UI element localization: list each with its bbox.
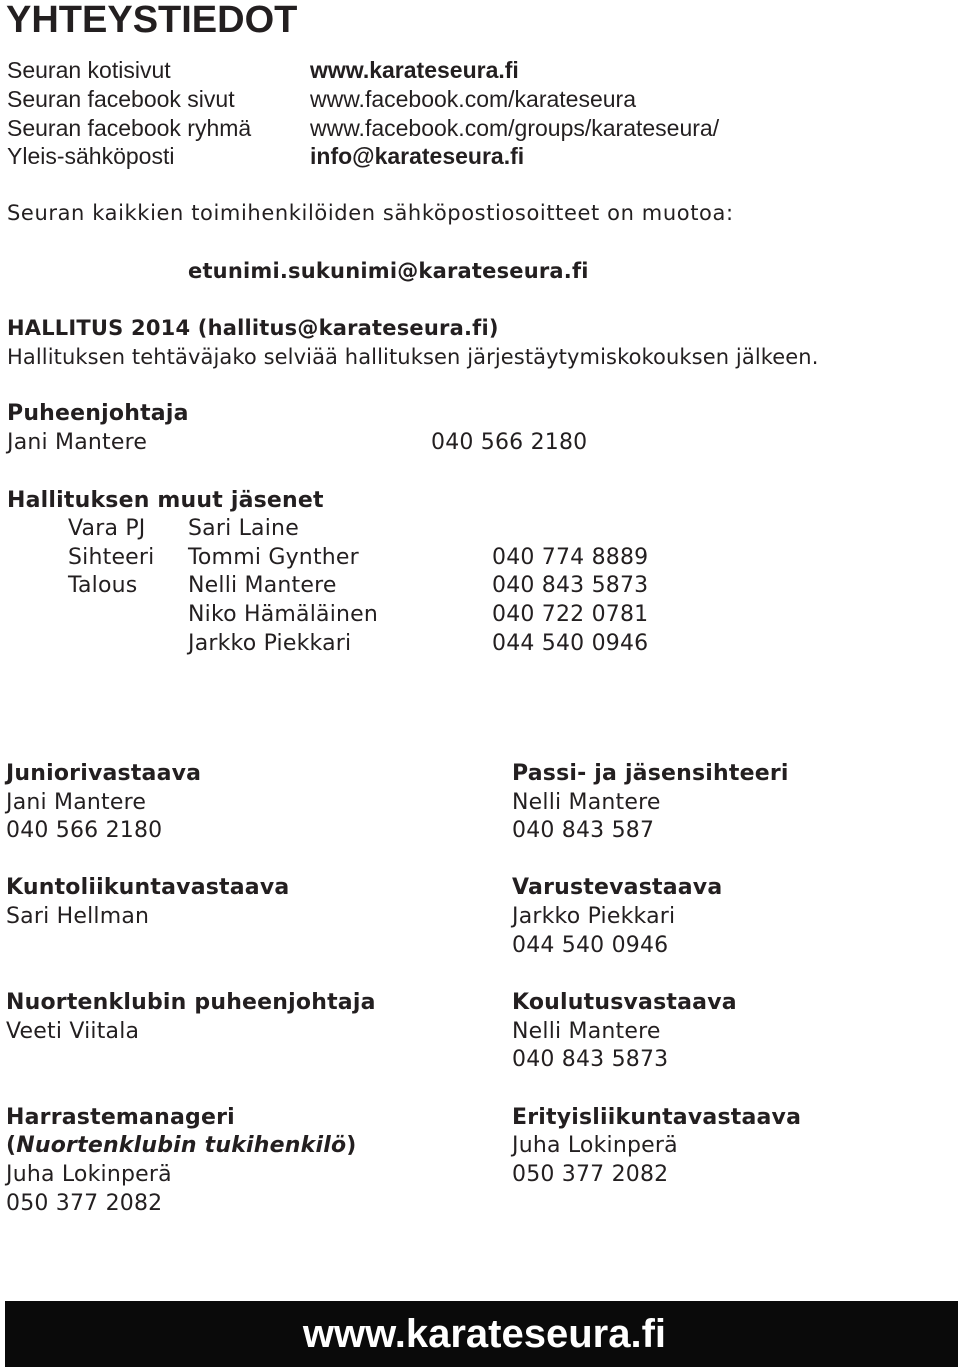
member-name: Tommi Gynther xyxy=(188,545,359,570)
chair-name: Jani Mantere xyxy=(7,430,148,455)
members-heading: Hallituksen muut jäsenet xyxy=(7,488,324,513)
footer-banner xyxy=(5,1301,958,1367)
facebook-page-link[interactable]: www.facebook.com/karateseura xyxy=(310,86,636,112)
member-name: Sari Laine xyxy=(188,516,299,541)
official-phone: 040 566 2180 xyxy=(6,818,163,843)
footer-url-link[interactable]: www.karateseura.fi xyxy=(302,1312,666,1356)
official-subtitle xyxy=(6,1131,357,1160)
official-phone: 050 377 2082 xyxy=(512,1162,669,1187)
official-name: Nelli Mantere xyxy=(512,1019,661,1044)
official-title: Koulutusvastaava xyxy=(512,990,737,1015)
official-name: Juha Lokinperä xyxy=(6,1162,172,1187)
official-name: Veeti Viitala xyxy=(6,1019,140,1044)
email-format-note: Seuran kaikkien toimihenkilöiden sähköpostiosoitteet on muotoa: xyxy=(7,201,734,225)
member-role: Sihteeri xyxy=(68,545,155,570)
page-title: YHTEYSTIEDOT xyxy=(6,0,298,41)
official-title: Passi- ja jäsensihteeri xyxy=(512,761,789,786)
facebook-group-link[interactable]: www.facebook.com/groups/karateseura/ xyxy=(310,115,720,141)
board-note: Hallituksen tehtäväjako selviää hallituksen järjestäytymiskokouksen jälkeen. xyxy=(7,345,819,369)
general-email-link[interactable]: info@karateseura.fi xyxy=(310,143,525,169)
official-title: Erityisliikuntavastaava xyxy=(512,1105,802,1130)
member-phone: 040 843 5873 xyxy=(492,573,649,598)
link-label-homepage: Seuran kotisivut xyxy=(7,57,171,83)
official-name: Jarkko Piekkari xyxy=(512,904,676,929)
member-role: Talous xyxy=(68,573,138,598)
official-subtitle-open: ( xyxy=(6,1133,17,1158)
link-label-facebook-group: Seuran facebook ryhmä xyxy=(7,115,252,141)
chair-label: Puheenjohtaja xyxy=(7,401,189,426)
link-label-facebook-page: Seuran facebook sivut xyxy=(7,86,235,112)
member-name: Niko Hämäläinen xyxy=(188,602,379,627)
official-name: Sari Hellman xyxy=(6,904,150,929)
chair-phone: 040 566 2180 xyxy=(431,430,588,455)
official-title: Kuntoliikuntavastaava xyxy=(6,875,290,900)
official-title: Juniorivastaava xyxy=(6,761,202,786)
link-label-general-email: Yleis-sähköposti xyxy=(7,143,175,169)
board-heading: HALLITUS 2014 (hallitus@karateseura.fi) xyxy=(7,316,499,340)
official-subtitle-close: ) xyxy=(346,1133,357,1158)
member-name: Jarkko Piekkari xyxy=(188,631,352,656)
member-phone: 040 722 0781 xyxy=(492,602,649,627)
official-title: Harrastemanageri xyxy=(6,1105,235,1130)
official-title: Nuortenklubin puheenjohtaja xyxy=(6,990,376,1015)
official-phone: 040 843 5873 xyxy=(512,1047,669,1072)
official-name: Nelli Mantere xyxy=(512,790,661,815)
member-phone: 040 774 8889 xyxy=(492,545,649,570)
official-title: Varustevastaava xyxy=(512,875,723,900)
homepage-link[interactable]: www.karateseura.fi xyxy=(310,57,519,83)
member-phone: 044 540 0946 xyxy=(492,631,649,656)
official-name: Juha Lokinperä xyxy=(512,1133,678,1158)
official-phone: 040 843 587 xyxy=(512,818,655,843)
member-name: Nelli Mantere xyxy=(188,573,337,598)
official-phone: 050 377 2082 xyxy=(6,1191,163,1216)
member-role: Vara PJ xyxy=(68,516,146,541)
official-phone: 044 540 0946 xyxy=(512,933,669,958)
email-format-pattern: etunimi.sukunimi@karateseura.fi xyxy=(188,259,589,283)
official-name: Jani Mantere xyxy=(6,790,147,815)
official-subtitle-italic: Nuortenklubin tukihenkilö xyxy=(16,1133,347,1158)
